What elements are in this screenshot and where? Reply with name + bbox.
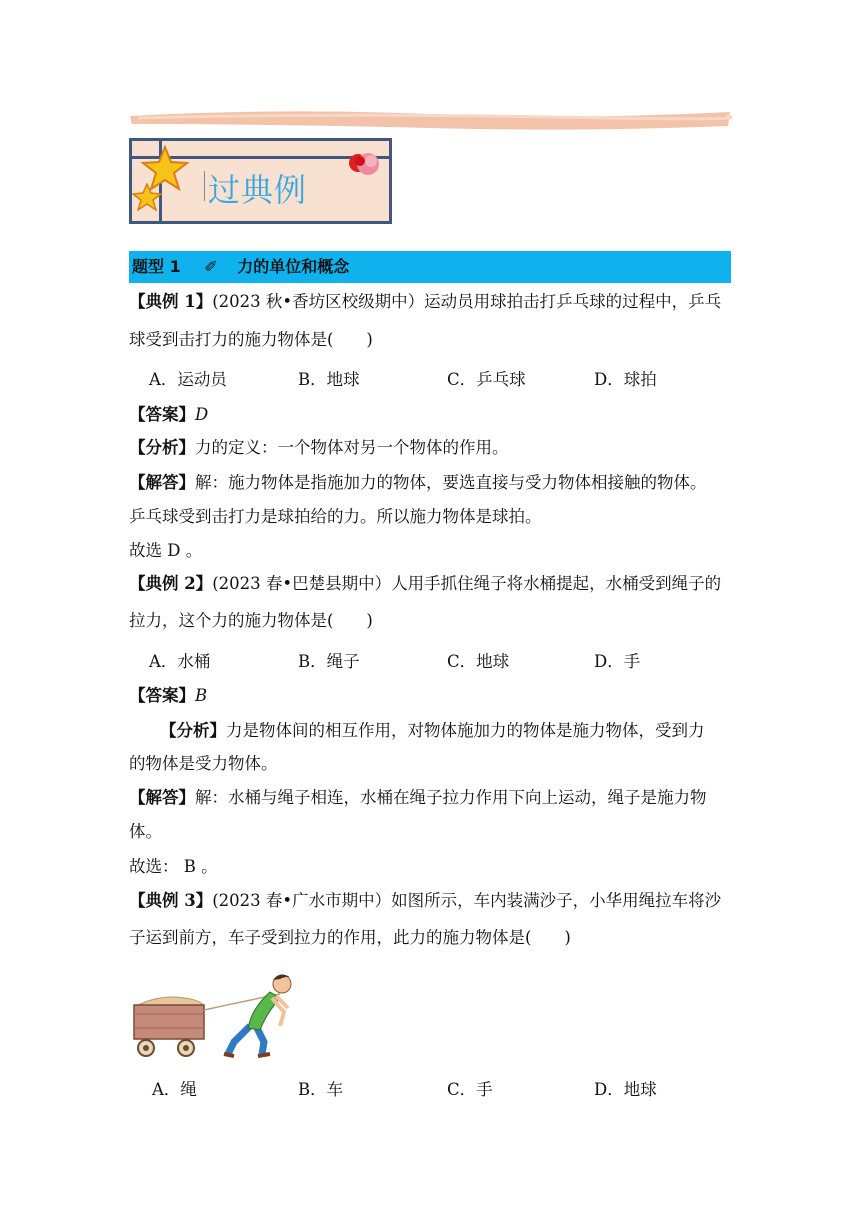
example-2-question-line-1: [129, 572, 721, 596]
example-1-option-d: D．球拍: [594, 370, 657, 389]
example-1-solution-line-1: [129, 471, 707, 495]
example-1-answer: [129, 403, 208, 427]
example-3-option-a: A．绳: [152, 1080, 197, 1099]
example-1-solution-line-2: 乒乓球受到击打力是球拍给的力。所以施力物体是球拍。: [129, 507, 542, 526]
example-3-tag: 【典例 3】: [129, 891, 213, 910]
section-title: 过典例: [208, 171, 308, 209]
example-1-option-c: C．乒乓球: [447, 370, 526, 389]
boy-pulling-cart-illustration: [130, 968, 305, 1060]
example-2-analysis-line-2: 的物体是受力物体。: [129, 754, 278, 773]
analysis-label: 【分析】: [129, 438, 195, 457]
analysis-label: 【分析】: [160, 721, 226, 740]
brush-stroke-divider: [128, 106, 732, 132]
example-1-option-b: B．地球: [298, 370, 360, 389]
example-1-conclusion: 故选 D 。: [129, 541, 203, 560]
answer-value: D: [195, 405, 209, 424]
pencil-icon: ✐: [204, 257, 218, 276]
topic-label: 题型 1: [132, 257, 181, 276]
example-1-text-1: (2023 秋•香坊区校级期中）运动员用球拍击打乒乓球的过程中，乒乓: [212, 292, 722, 311]
analysis-text: 力的定义：一个物体对另一个物体的作用。: [195, 438, 509, 457]
example-1-tag: 【典例 1】: [129, 292, 213, 311]
topic-header: [129, 251, 731, 283]
solution-text-1: 解：水桶与绳子相连，水桶在绳子拉力作用下向上运动，绳子是施力物: [195, 788, 707, 807]
analysis-text-1: 力是物体间的相互作用，对物体施加力的物体是施力物体，受到力: [226, 721, 705, 740]
example-2-tag: 【典例 2】: [129, 574, 213, 593]
section-banner: [129, 138, 392, 224]
answer-label: 【答案】: [129, 686, 195, 705]
example-2-analysis-line-1: [160, 719, 705, 743]
example-2-option-b: B．绳子: [298, 652, 360, 671]
title-divider: [204, 171, 205, 201]
example-2-conclusion: 故选： B 。: [129, 857, 218, 876]
example-3-option-d: D．地球: [594, 1080, 657, 1099]
topic-title: 力的单位和概念: [237, 257, 350, 276]
example-2-option-c: C．地球: [447, 652, 510, 671]
example-2-option-a: A．水桶: [149, 652, 211, 671]
example-2-text-1: (2023 春•巴楚县期中）人用手抓住绳子将水桶提起，水桶受到绳子的: [212, 574, 722, 593]
solution-label: 【解答】: [129, 788, 195, 807]
example-1-option-a: A．运动员: [149, 370, 227, 389]
example-2-answer: [129, 684, 207, 708]
example-2-solution-line-1: [129, 786, 707, 810]
example-3-question-line-1: [129, 889, 721, 913]
example-2-solution-line-2: 体。: [129, 822, 162, 841]
answer-label: 【答案】: [129, 405, 195, 424]
answer-value: B: [195, 686, 208, 705]
example-1-question-line-2: 球受到击打力的施力物体是( ): [129, 330, 373, 349]
example-3-question-line-2: 子运到前方，车子受到拉力的作用，此力的施力物体是( ): [129, 928, 571, 947]
flower-icon: [344, 149, 386, 179]
solution-label: 【解答】: [129, 473, 195, 492]
small-star-icon: [132, 183, 162, 211]
example-3-option-c: C．手: [447, 1080, 493, 1099]
example-2-question-line-2: 拉力，这个力的施力物体是( ): [129, 611, 373, 630]
example-2-option-d: D．手: [594, 652, 641, 671]
example-3-text-1: (2023 春•广水市期中）如图所示，车内装满沙子，小华用绳拉车将沙: [212, 891, 722, 910]
example-3-option-b: B．车: [298, 1080, 344, 1099]
example-1-analysis: [129, 436, 509, 460]
example-1-question-line-1: [129, 290, 721, 314]
solution-text-1: 解：施力物体是指施加力的物体，要选直接与受力物体相接触的物体。: [195, 473, 707, 492]
